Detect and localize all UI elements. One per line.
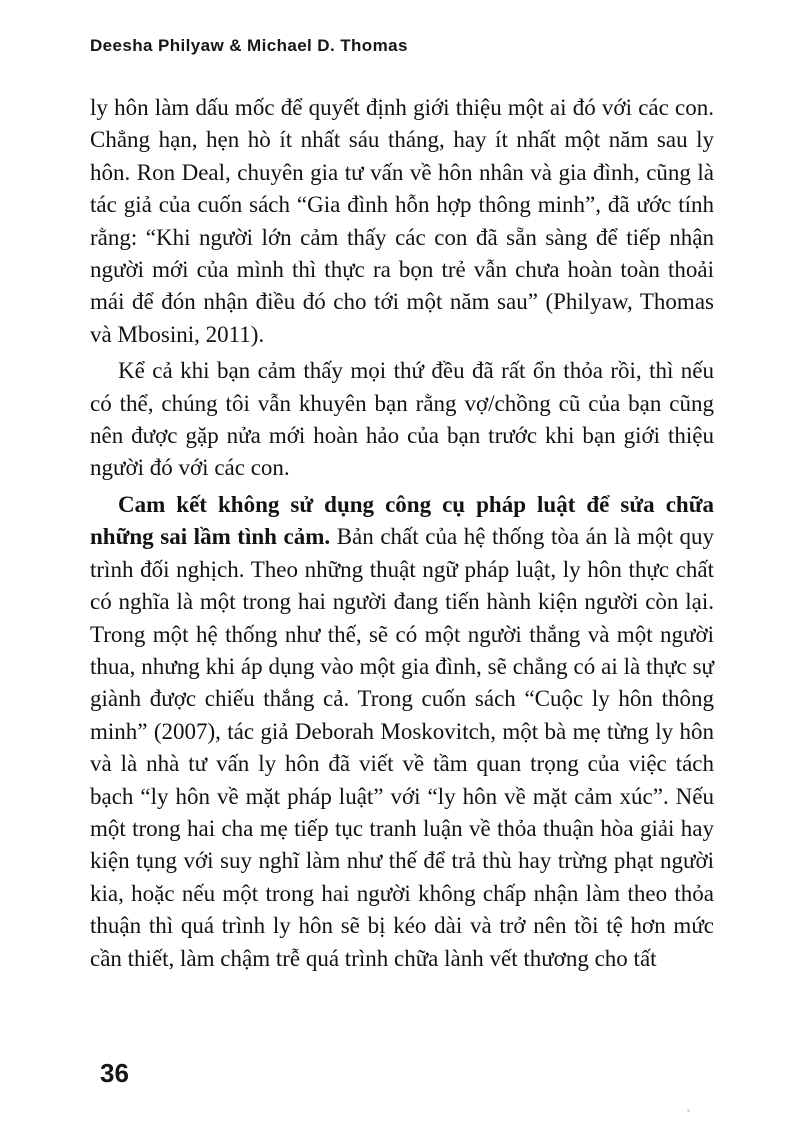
paragraph-continuation <box>90 92 714 351</box>
paragraph-advice <box>90 355 714 485</box>
paragraph-3-text: Bản chất của hệ thống tòa án là một quy trình đối nghịch. Theo những thuật ngữ pháp luật, ly hôn thực chất có nghĩa là một trong hai người đang tiến hành kiện người còn lại. Trong một hệ thống như thế, sẽ có một người thắng và một người thua, nhưng khi áp dụng vào một gia đình, sẽ chẳng có ai là thực sự giành được chiếu thắng cả. Trong cuốn sách “Cuộc ly hôn thông minh” (2007), tác giả Deborah Moskovitch, một bà mẹ từng ly hôn và là nhà tư vấn ly hôn đã viết về tầm quan trọng của việc tách bạch “ly hôn về mặt pháp luật” với “ly hôn về mặt cảm xúc”. Nếu một trong hai cha mẹ tiếp tục tranh luận về thỏa thuận hòa giải hay kiện tụng với suy nghĩ làm như thế để trả thù hay trừng phạt người kia, hoặc nếu một trong hai người không chấp nhận làm theo thỏa thuận thì quá trình ly hôn sẽ bị kéo dài và trở nên tồi tệ hơn mức cần thiết, làm chậm trễ quá trình chữa lành vết thương cho tất <box>90 524 714 971</box>
paragraph-1-text: ly hôn làm dấu mốc để quyết định giới thiệu một ai đó với các con. Chẳng hạn, hẹn hò ít nhất sáu tháng, hay ít nhất một năm sau ly hôn. Ron Deal, chuyên gia tư vấn về hôn nhân và gia đình, cũng là tác giả của cuốn sách “Gia đình hỗn hợp thông minh”, đã ước tính rằng: “Khi người lớn cảm thấy các con đã sẵn sàng để tiếp nhận người mới của mình thì thực ra bọn trẻ vẫn chưa hoàn toàn thoải mái để đón nhận điều đó cho tới một năm sau” (Philyaw, Thomas và Mbosini, 2011). <box>90 95 714 347</box>
paragraph-2-text: Kể cả khi bạn cảm thấy mọi thứ đều đã rất ổn thỏa rồi, thì nếu có thể, chúng tôi vẫn khuyên bạn rằng vợ/chồng cũ của bạn cũng nên được gặp nửa mới hoàn hảo của bạn trước khi bạn giới thiệu người đó với các con. <box>90 358 714 481</box>
page-number: 36 <box>100 1058 129 1088</box>
body-text-block <box>90 92 714 975</box>
running-head-author-names: Deesha Philyaw & Michael D. Thomas <box>90 36 408 55</box>
paragraph-3-bold-lead: Cam kết không sử dụng công cụ pháp luật để sửa chữa những sai lầm tình cảm. <box>90 491 714 550</box>
paragraph-commitment <box>90 489 714 975</box>
scan-artifact-speck <box>687 1109 690 1112</box>
